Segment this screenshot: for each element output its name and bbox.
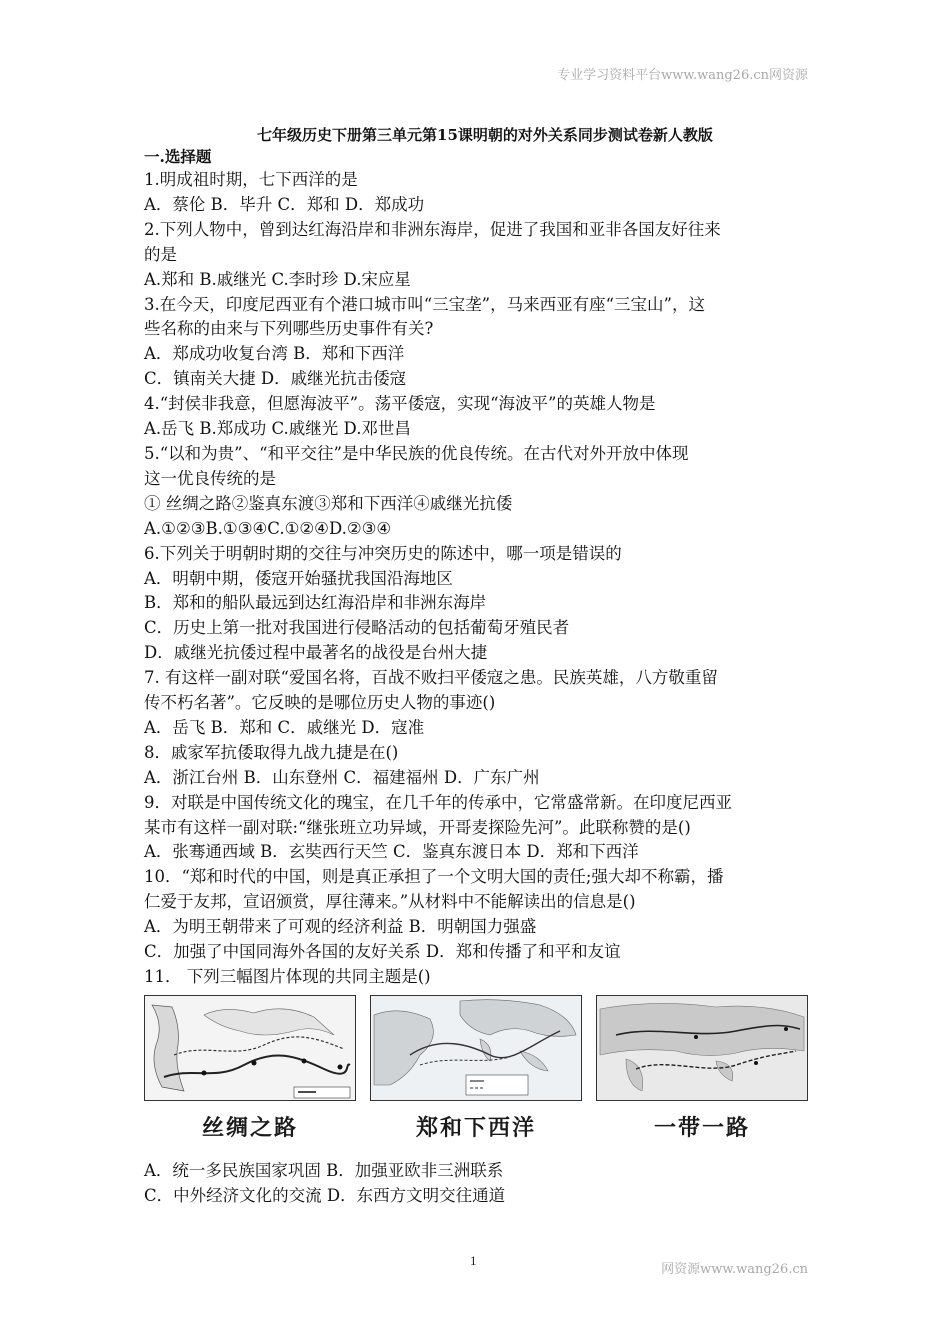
question-3-cont: 些名称的由来与下列哪些历史事件有关? (144, 319, 434, 339)
caption-belt-road: 一带一路 (653, 1115, 750, 1141)
figure-row (144, 995, 808, 1145)
question-10-cont: 仁爱于友邦，宣诏颁赏，厚往薄来。”从材料中不能解读出的信息是() (144, 892, 636, 912)
question-4-options: A.岳飞 B.郑成功 C.戚继光 D.邓世昌 (144, 419, 411, 439)
header-watermark: 专业学习资料平台www.wang26.cn网资源 (557, 68, 808, 83)
question-7: 7. 有这样一副对联“爱国名将，百战不败扫平倭寇之患。民族英雄，八方敬重留 (144, 668, 718, 688)
footer-watermark: 网资源www.wang26.cn (661, 1262, 808, 1277)
question-2-cont: 的是 (144, 244, 177, 264)
question-9-cont: 某市有这样一副对联:“继张班立功异域，开哥麦探险先河”。此联称赞的是() (144, 817, 691, 837)
question-3-options-2: C．镇南关大捷 D．戚继光抗击倭寇 (144, 369, 407, 389)
figure-silk-road (144, 995, 356, 1145)
question-6-option-b: B．郑和的船队最远到达红海沿岸和非洲东海岸 (144, 593, 487, 613)
belt-road-map (596, 995, 808, 1101)
question-10-options-1: A．为明王朝带来了可观的经济利益 B．明朝国力强盛 (144, 917, 537, 937)
section-heading: 一.选择题 (144, 147, 212, 166)
question-9: 9．对联是中国传统文化的瑰宝，在几千年的传承中，它常盛常新。在印度尼西亚 (144, 792, 732, 812)
question-6-option-c: C．历史上第一批对我国进行侵略活动的包括葡萄牙殖民者 (144, 618, 570, 638)
question-11: 11． 下列三幅图片体现的共同主题是() (144, 967, 431, 986)
question-9-options: A．张骞通西域 B．玄奘西行天竺 C．鉴真东渡日本 D．郑和下西洋 (144, 842, 639, 862)
question-6: 6.下列关于明朝时期的交往与冲突历史的陈述中，哪一项是错误的 (144, 543, 622, 563)
question-10: 10．“郑和时代的中国，则是真正承担了一个文明大国的责任;强大却不称霸，播 (144, 867, 724, 887)
question-5-cont: 这一优良传统的是 (144, 468, 276, 488)
question-5: 5.“以和为贵”、“和平交往”是中华民族的优良传统。在古代对外开放中体现 (144, 443, 689, 463)
question-4: 4.“封侯非我意，但愿海波平”。荡平倭寇，实现“海波平”的英雄人物是 (144, 394, 656, 414)
question-5-options: A.①②③B.①③④C.①②④D.②③④ (144, 518, 392, 538)
figure-belt-road (596, 995, 808, 1145)
figure-zheng-he (370, 995, 582, 1145)
question-1-options: A．蔡伦 B．毕升 C．郑和 D．郑成功 (144, 194, 425, 214)
question-11-options-1: A．统一多民族国家巩固 B．加强亚欧非三洲联系 (144, 1160, 504, 1180)
document-title: 七年级历史下册第三单元第15课明朝的对外关系同步测试卷新人教版 (257, 126, 713, 144)
zheng-he-map (370, 995, 582, 1101)
silk-road-map (144, 995, 356, 1101)
page-number: 1 (470, 1253, 477, 1268)
question-7-options: A．岳飞 B．郑和 C．戚继光 D．寇准 (144, 717, 425, 737)
question-2-options: A.郑和 B.戚继光 C.李时珍 D.宋应星 (144, 269, 411, 289)
question-6-option-d: D．戚继光抗倭过程中最著名的战役是台州大捷 (144, 643, 488, 663)
question-1: 1.明成祖时期，七下西洋的是 (144, 170, 358, 189)
question-11-options-2: C．中外经济文化的交流 D．东西方文明交往通道 (144, 1185, 506, 1205)
question-3-options-1: A．郑成功收复台湾 B．郑和下西洋 (144, 344, 405, 364)
caption-zheng-he: 郑和下西洋 (415, 1115, 536, 1141)
question-6-option-a: A．明朝中期，倭寇开始骚扰我国沿海地区 (144, 568, 453, 588)
question-2: 2.下列人物中，曾到达红海沿岸和非洲东海岸，促进了我国和亚非各国友好往来 (144, 219, 721, 239)
question-5-items: ① 丝绸之路②鉴真东渡③郑和下西洋④戚继光抗倭 (144, 493, 513, 513)
question-7-cont: 传不朽名著”。它反映的是哪位历史人物的事迹() (144, 693, 496, 713)
question-10-options-2: C．加强了中国同海外各国的友好关系 D．郑和传播了和平和友谊 (144, 942, 621, 962)
question-8: 8．戚家军抗倭取得九战九捷是在() (144, 742, 399, 762)
document-body (144, 124, 816, 1209)
caption-silk-road: 丝绸之路 (201, 1115, 298, 1141)
question-3: 3.在今天，印度尼西亚有个港口城市叫“三宝垄”，马来西亚有座“三宝山”，这 (144, 294, 705, 314)
question-8-options: A．浙江台州 B．山东登州 C．福建福州 D．广东广州 (144, 767, 540, 787)
